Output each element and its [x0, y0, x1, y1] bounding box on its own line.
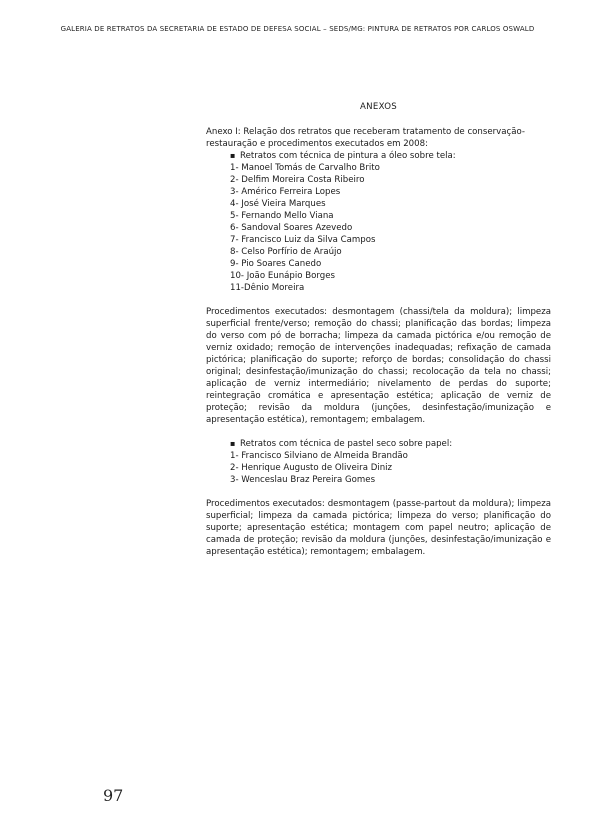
annex-content	[206, 101, 551, 558]
pastel-procedures-paragraph: Procedimentos executados: desmontagem (passe-partout da moldura); limpeza superficial; limpeza da camada pictórica; limpeza do verso; planificação do suporte; apresentação estética; montagem com papel neutro; aplicação de camada de proteção; revisão da moldura (junções, desinfestação/imunização e apresentação estética); remontagem; embalagem.	[206, 499, 551, 557]
page-number: 97	[103, 786, 124, 805]
portrait-item: 1- Manoel Tomás de Carvalho Brito	[230, 163, 380, 173]
section-title: ANEXOS	[359, 102, 398, 112]
portrait-item: 2- Henrique Augusto de Oliveira Diniz	[230, 463, 393, 473]
portrait-item: 3- Américo Ferreira Lopes	[230, 187, 341, 197]
oil-procedures-paragraph: Procedimentos executados: desmontagem (chassi/tela da moldura); limpeza superficial frente/verso; remoção do chassi; planificação das bordas; limpeza do verso com pó de borracha; limpeza da camada pictórica e/ou remoção de verniz oxidado; remoção de intervenções inadequadas; refixação de camada pictórica; planificação do suporte; reforço de bordas; consolidação do chassi original; desinfestação/imunização do chassi; recolocação da tela no chassi; aplicação de verniz intermediário; nivelamento de perdas do suporte; reintegração cromática e apresentação estética; aplicação de verniz de proteção; revisão da moldura (junções, desinfestação/imunização e apresentação estética), remontagem; embalagem.	[206, 307, 551, 425]
portrait-item: 5- Fernando Mello Viana	[230, 211, 334, 221]
portrait-item: 9- Pio Soares Canedo	[230, 259, 322, 269]
pastel-technique-item: ▪ Retratos com técnica de pastel seco sobre papel:	[230, 438, 551, 450]
pastel-technique-list	[206, 438, 551, 450]
annex-heading: Anexo I: Relação dos retratos que receberam tratamento de conservação-restauração e procedimentos executados em 2008:	[206, 127, 526, 149]
portrait-item: 6- Sandoval Soares Azevedo	[230, 223, 353, 233]
portrait-item: 3- Wenceslau Braz Pereira Gomes	[230, 475, 376, 485]
portrait-item: 7- Francisco Luiz da Silva Campos	[230, 235, 376, 245]
portrait-item: 11-Dênio Moreira	[230, 283, 305, 293]
oil-portrait-list	[206, 162, 551, 294]
oil-technique-list	[206, 150, 551, 162]
portrait-item: 1- Francisco Silviano de Almeida Brandão	[230, 451, 408, 461]
portrait-item: 2- Delfim Moreira Costa Ribeiro	[230, 175, 365, 185]
portrait-item: 4- José Vieira Marques	[230, 199, 326, 209]
running-header: GALERIA DE RETRATOS DA SECRETARIA DE ESTADO DE DEFESA SOCIAL – SEDS/MG: PINTURA DE RETRATOS POR CARLOS OSWALD	[60, 25, 535, 33]
portrait-item: 8- Celso Porfírio de Araújo	[230, 247, 342, 257]
spacer	[206, 426, 551, 438]
pastel-portrait-list	[206, 450, 551, 486]
portrait-item: 10- João Eunápio Borges	[230, 271, 335, 281]
oil-technique-item: ▪ Retratos com técnica de pintura a óleo sobre tela:	[230, 150, 551, 162]
